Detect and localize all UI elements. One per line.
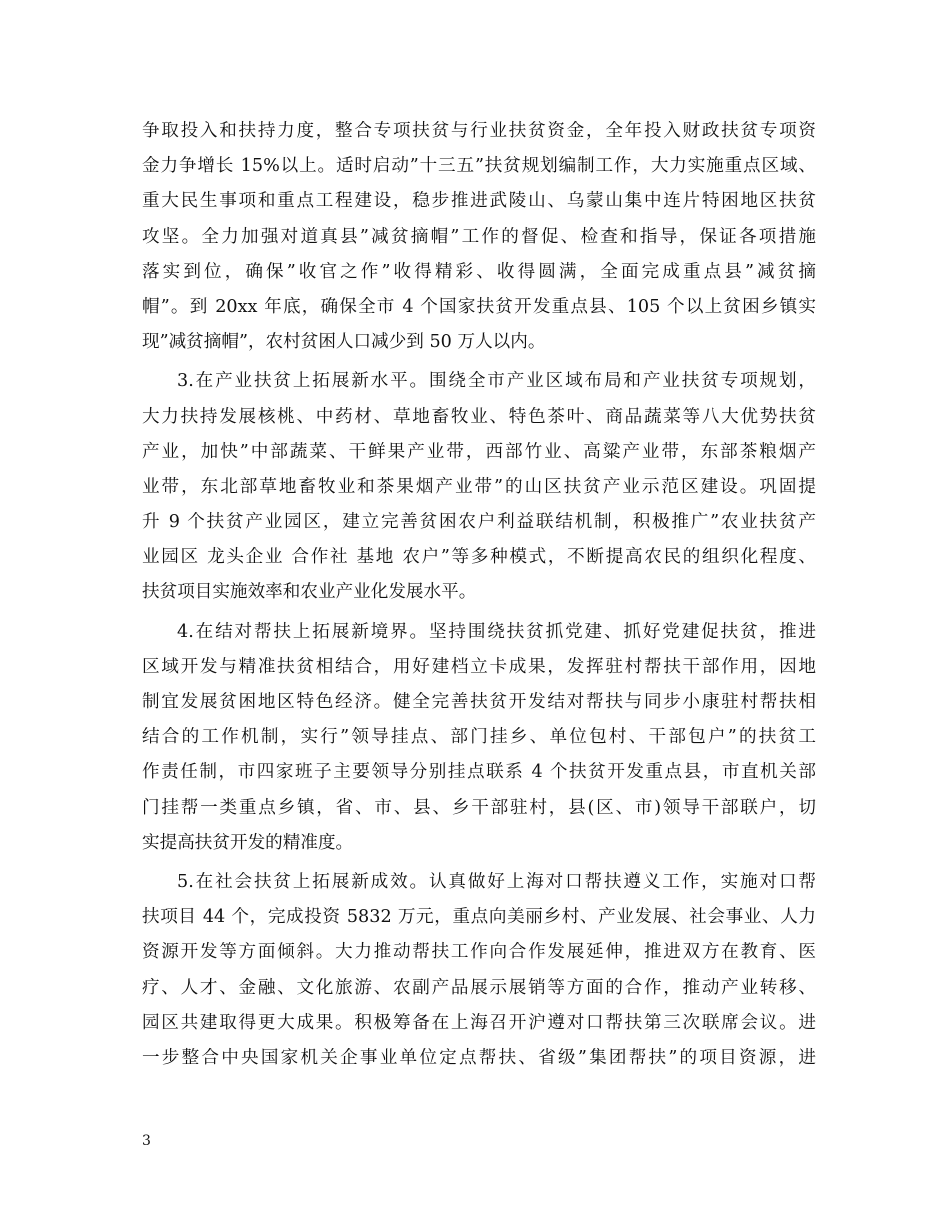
text-line: 3.在产业扶贫上拓展新水平。围绕全市产业区域布局和产业扶贫专项规划， [177, 371, 816, 392]
document-body [142, 114, 816, 1076]
text-line: 4.在结对帮扶上拓展新境界。坚持围绕扶贫抓党建、抓好党建促扶贫，推进 [177, 621, 816, 642]
text-line: 结合的工作机制，实行”领导挂点、部门挂乡、单位包村、干部包户”的扶贫工 [142, 727, 816, 748]
paragraph [142, 114, 816, 360]
text-line: 疗、人才、金融、文化旅游、农副产品展示展销等方面的合作，推动产业转移、 [142, 977, 816, 998]
text-line: 产业，加快”中部蔬菜、干鲜果产业带，西部竹业、高粱产业带，东部茶粮烟产 [142, 441, 816, 462]
paragraph [142, 364, 816, 610]
text-line: 攻坚。全力加强对道真县”减贫摘帽”工作的督促、检查和指导，保证各项措施 [142, 226, 816, 247]
text-line: 扶项目 44 个，完成投资 5832 万元，重点向美丽乡村、产业发展、社会事业、人力 [142, 907, 816, 928]
text-line: 大力扶持发展核桃、中药材、草地畜牧业、特色茶叶、商品蔬菜等八大优势扶贫 [142, 406, 816, 427]
paragraph [142, 865, 816, 1076]
text-line: 区域开发与精准扶贫相结合，用好建档立卡成果，发挥驻村帮扶干部作用，因地 [142, 656, 816, 677]
text-line: 实提高扶贫开发的精准度。 [142, 832, 354, 853]
page-number: 3 [142, 1133, 151, 1149]
text-line: 落实到位，确保”收官之作”收得精彩、收得圆满，全面完成重点县”减贫摘 [142, 261, 816, 282]
text-line: 帽”。到 20xx 年底，确保全市 4 个国家扶贫开发重点县、105 个以上贫困乡镇实 [142, 296, 816, 317]
text-line: 业园区 龙头企业 合作社 基地 农户”等多种模式，不断提高农民的组织化程度、 [142, 547, 816, 568]
text-line: 争取投入和扶持力度，整合专项扶贫与行业扶贫资金，全年投入财政扶贫专项资 [142, 121, 816, 141]
paragraph [142, 615, 816, 861]
text-line: 门挂帮一类重点乡镇，省、市、县、乡干部驻村，县(区、市)领导干部联户，切 [142, 797, 816, 818]
text-line: 园区共建取得更大成果。积极筹备在上海召开沪遵对口帮扶第三次联席会议。进 [142, 1012, 816, 1033]
text-line: 作责任制，市四家班子主要领导分别挂点联系 4 个扶贫开发重点县，市直机关部 [142, 762, 816, 783]
text-line: 5.在社会扶贫上拓展新成效。认真做好上海对口帮扶遵义工作，实施对口帮 [177, 871, 816, 892]
text-line: 业带，东北部草地畜牧业和茶果烟产业带”的山区扶贫产业示范区建设。巩固提 [142, 476, 816, 497]
text-line: 一步整合中央国家机关企事业单位定点帮扶、省级”集团帮扶”的项目资源，进 [142, 1047, 816, 1068]
text-line: 升 9 个扶贫产业园区，建立完善贫困农户利益联结机制，积极推广”农业扶贫产 [142, 512, 816, 533]
text-line: 制宜发展贫困地区特色经济。健全完善扶贫开发结对帮扶与同步小康驻村帮扶相 [142, 692, 816, 712]
text-line: 重大民生事项和重点工程建设，稳步推进武陵山、乌蒙山集中连片特困地区扶贫 [142, 191, 816, 212]
text-line: 现”减贫摘帽”，农村贫困人口减少到 50 万人以内。 [142, 332, 546, 353]
text-line: 资源开发等方面倾斜。大力推动帮扶工作向合作发展延伸，推进双方在教育、医 [142, 942, 816, 963]
text-line: 扶贫项目实施效率和农业产业化发展水平。 [142, 582, 477, 603]
text-line: 金力争增长 15%以上。适时启动”十三五”扶贫规划编制工作，大力实施重点区域、 [142, 156, 816, 177]
